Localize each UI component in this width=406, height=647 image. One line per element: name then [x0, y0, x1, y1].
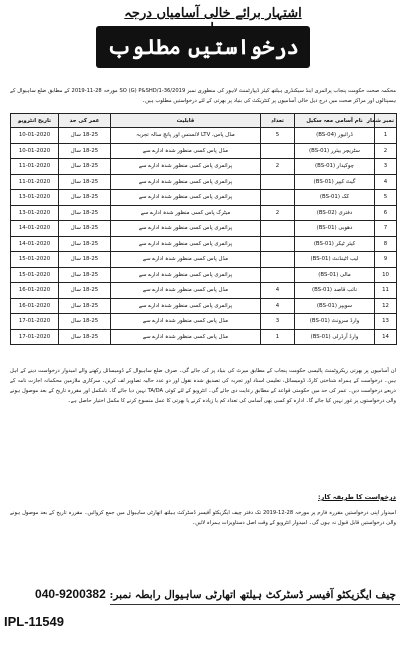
cell-post: گیٹ کیپر (BS-01) — [295, 174, 375, 190]
cell-count — [261, 236, 295, 252]
table-row — [11, 252, 397, 268]
cell-post: دفتری (BS-02) — [295, 205, 375, 221]
table-row — [11, 221, 397, 237]
cell-count: 3 — [261, 314, 295, 330]
cell-count — [261, 252, 295, 268]
table-row — [11, 159, 397, 175]
table-row — [11, 298, 397, 314]
issuing-office — [35, 582, 396, 606]
cell-sr: 12 — [375, 298, 397, 314]
cell-qualification: مڈل پاس کسی منظور شدہ ادارے سے — [111, 283, 261, 299]
contact-label: رابطہ نمبر: — [109, 589, 161, 601]
cell-age: 18-25 سال — [59, 221, 111, 237]
header-qualification: قابلیت — [111, 114, 261, 128]
header-post: نام آسامی معہ سکیل — [295, 114, 375, 128]
cell-sr: 8 — [375, 236, 397, 252]
cell-qualification: مڈل پاس کسی منظور شدہ ادارے سے — [111, 314, 261, 330]
cell-qualification: میٹرک پاس کسی منظور شدہ ادارے سے — [111, 205, 261, 221]
cell-qualification: مڈل پاس کسی منظور شدہ ادارے سے — [111, 329, 261, 345]
submission-note: امیدوار اپنی درخواستیں مقررہ فارم پر مورخہ 28-12-2019 تک دفتر چیف ایگزیکٹو آفیسر ڈسٹرکٹ ہیلتھ اتھارٹی ساہیوال میں جمع کروائیں۔ مقررہ تاریخ کے بعد موصول ہونے والی درخواستیں قابل قبول نہ ہوں گی۔ امیدوار انٹرویو کے وقت اصل دستاویزات ہمراہ لائیں۔ — [10, 510, 396, 526]
cell-sr: 3 — [375, 159, 397, 175]
cell-post: کیئر ٹیکر (BS-01) — [295, 236, 375, 252]
cell-date: 13-01-2020 — [11, 190, 59, 206]
table-row — [11, 314, 397, 330]
cell-age: 18-25 سال — [59, 298, 111, 314]
cell-post: ڈرائیور (BS-04) — [295, 128, 375, 144]
applications-wanted-banner: درخواستیں مطلوب ہیں — [96, 26, 310, 68]
contact-phone: 040-9200382 — [35, 587, 106, 601]
cell-sr: 4 — [375, 174, 397, 190]
table-row — [11, 329, 397, 345]
table-row — [11, 128, 397, 144]
cell-post: دھوبی (BS-01) — [295, 221, 375, 237]
cell-count — [261, 143, 295, 159]
terms-paragraph: ان آسامیوں پر بھرتی ریکروٹمنٹ پالیسی حکومت پنجاب کے مطابق میرٹ کی بنیاد پر کی جائے گی۔ صرف ضلع ساہیوال کے ڈومیسائل رکھنے والے امیدوار درخواست دینے کے اہل ہیں۔ درخواست کے ہمراہ شناختی کارڈ، ڈومیسائل، تعلیمی اسناد اور تجربہ کی تصدیق شدہ نقول اور دو عدد حالیہ تصاویر لف کریں۔ سرکاری ملازمین محکمانہ اجازت نامہ کے ذریعے درخواست دیں۔ عمر کی حد میں حکومتی قواعد کے مطابق رعایت دی جائے گی۔ انٹرویو کے لئے کوئی TA/DA نہیں دیا جائے گا۔ نامکمل اور مقررہ تاریخ کے بعد موصول ہونے والی درخواستوں پر غور نہیں کیا جائے گا۔ ادارہ کو کسی بھی آسامی کی تعداد کم یا زیادہ کرنے یا بھرتی کا عمل منسوخ کرنے کا مکمل اختیار حاصل ہے۔ — [10, 368, 396, 404]
cell-date: 16-01-2020 — [11, 283, 59, 299]
header-age: عمر کی حد — [59, 114, 111, 128]
cell-sr: 5 — [375, 190, 397, 206]
table-row — [11, 190, 397, 206]
cell-date: 13-01-2020 — [11, 205, 59, 221]
cell-date: 17-01-2020 — [11, 314, 59, 330]
cell-age: 18-25 سال — [59, 329, 111, 345]
cell-sr: 10 — [375, 267, 397, 283]
cell-post: چوکیدار (BS-01) — [295, 159, 375, 175]
cell-count: 5 — [261, 128, 295, 144]
cell-count — [261, 174, 295, 190]
cell-qualification: مڈل پاس کسی منظور شدہ ادارے سے — [111, 252, 261, 268]
cell-sr: 6 — [375, 205, 397, 221]
cell-qualification: پرائمری پاس کسی منظور شدہ ادارے سے — [111, 236, 261, 252]
cell-sr: 7 — [375, 221, 397, 237]
cell-date: 17-01-2020 — [11, 329, 59, 345]
cell-age: 18-25 سال — [59, 159, 111, 175]
cell-age: 18-25 سال — [59, 190, 111, 206]
cell-sr: 14 — [375, 329, 397, 345]
cell-post: سویپر (BS-01) — [295, 298, 375, 314]
cell-count: 2 — [261, 205, 295, 221]
cell-age: 18-25 سال — [59, 205, 111, 221]
cell-count — [261, 190, 295, 206]
table-row — [11, 283, 397, 299]
cell-qualification: مڈل پاس، LTV لائسنس اور پانچ سالہ تجربہ — [111, 128, 261, 144]
cell-date: 14-01-2020 — [11, 236, 59, 252]
cell-age: 18-25 سال — [59, 128, 111, 144]
cell-age: 18-25 سال — [59, 314, 111, 330]
cell-age: 18-25 سال — [59, 283, 111, 299]
cell-qualification: مڈل پاس کسی منظور شدہ ادارے سے — [111, 143, 261, 159]
cell-post: نائب قاصد (BS-01) — [295, 283, 375, 299]
cell-date: 15-01-2020 — [11, 252, 59, 268]
cell-count: 4 — [261, 298, 295, 314]
cell-count: 4 — [261, 283, 295, 299]
cell-sr: 1 — [375, 128, 397, 144]
cell-qualification: پرائمری پاس کسی منظور شدہ ادارے سے — [111, 267, 261, 283]
cell-post: مالی (BS-01) — [295, 267, 375, 283]
cell-count — [261, 267, 295, 283]
header-count: تعداد — [261, 114, 295, 128]
cell-post: وارڈ سرونٹ (BS-01) — [295, 314, 375, 330]
cell-date: 10-01-2020 — [11, 128, 59, 144]
header-sr: نمبر شمار — [375, 114, 397, 128]
intro-paragraph: محکمہ صحت حکومت پنجاب پرائمری اینڈ سیکنڈری ہیلتھ کیئر ڈیپارٹمنٹ لاہور کی منظوری نمبر SO (G) P&SHD/1-36/2019 مورخہ 28-11-2019 کے مطابق ضلع ساہیوال کے ہسپتالوں اور مراکز صحت میں درج ذیل خالی آسامیوں پر کنٹریکٹ کی بنیاد پر بھرتی کے لئے درخواستیں مطلوب ہیں۔ — [10, 88, 397, 104]
ipl-number: IPL-11549 — [4, 614, 64, 629]
cell-age: 18-25 سال — [59, 252, 111, 268]
table-row — [11, 267, 397, 283]
cell-post: لیب اٹینڈنٹ (BS-01) — [295, 252, 375, 268]
table-header-row — [11, 114, 397, 128]
cell-qualification: پرائمری پاس کسی منظور شدہ ادارے سے — [111, 190, 261, 206]
cell-date: 11-01-2020 — [11, 174, 59, 190]
table-row — [11, 236, 397, 252]
cell-age: 18-25 سال — [59, 236, 111, 252]
cell-qualification: پرائمری پاس کسی منظور شدہ ادارے سے — [111, 298, 261, 314]
cell-age: 18-25 سال — [59, 267, 111, 283]
table-row — [11, 143, 397, 159]
cell-sr: 11 — [375, 283, 397, 299]
cell-count: 1 — [261, 329, 295, 345]
cell-post: وارڈ آرڈرلی (BS-01) — [295, 329, 375, 345]
cell-qualification: پرائمری پاس کسی منظور شدہ ادارے سے — [111, 159, 261, 175]
cell-date: 11-01-2020 — [11, 159, 59, 175]
cell-count: 2 — [261, 159, 295, 175]
cell-date: 10-01-2020 — [11, 143, 59, 159]
ad-heading: اشتہار برائے خالی آسامیاں درجہ — [124, 6, 302, 21]
table-row — [11, 205, 397, 221]
cell-date: 15-01-2020 — [11, 267, 59, 283]
cell-date: 16-01-2020 — [11, 298, 59, 314]
cell-count — [261, 221, 295, 237]
procedure-heading: درخواست کا طریقہ کار: — [317, 493, 396, 501]
vacancies-table-body — [11, 128, 397, 345]
cell-date: 14-01-2020 — [11, 221, 59, 237]
cell-age: 18-25 سال — [59, 143, 111, 159]
cell-age: 18-25 سال — [59, 174, 111, 190]
cell-sr: 2 — [375, 143, 397, 159]
table-row — [11, 174, 397, 190]
cell-qualification: پرائمری پاس کسی منظور شدہ ادارے سے — [111, 221, 261, 237]
cell-qualification: پرائمری پاس کسی منظور شدہ ادارے سے — [111, 174, 261, 190]
vacancies-table — [10, 113, 397, 345]
office-name: چیف ایگزیکٹو آفیسر ڈسٹرکٹ ہیلتھ اتھارٹی ساہیوال — [164, 589, 396, 601]
cell-post: سٹریچر بیئرر (BS-01) — [295, 143, 375, 159]
cell-post: کک (BS-01) — [295, 190, 375, 206]
header-date: تاریخ انٹرویو — [11, 114, 59, 128]
cell-sr: 9 — [375, 252, 397, 268]
cell-sr: 13 — [375, 314, 397, 330]
